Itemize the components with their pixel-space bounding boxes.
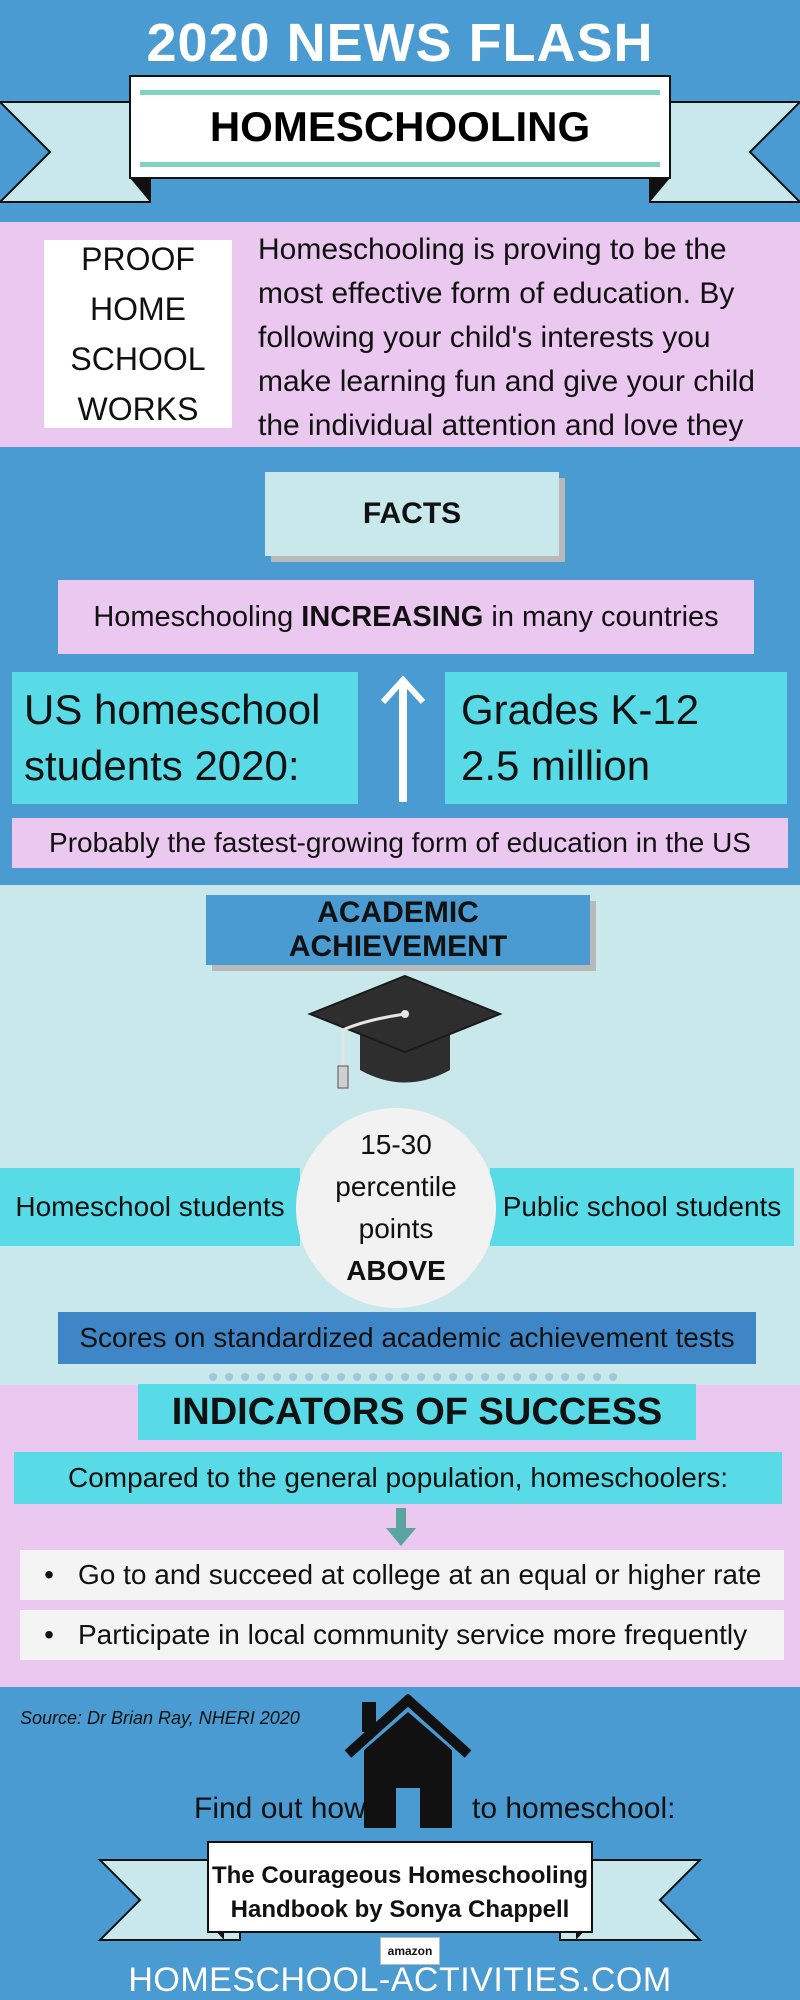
source-citation: Source: Dr Brian Ray, NHERI 2020 [20,1708,300,1728]
website-url[interactable]: HOMESCHOOL-ACTIVITIES.COM [128,1960,672,1999]
page-title: 2020 NEWS FLASH [146,13,654,73]
fastest-growing-banner: Probably the fastest-growing form of education in the US [12,818,788,868]
circle-line-2: percentile [335,1171,457,1202]
public-school-students-label: Public school students [490,1168,794,1246]
grades-line-1: Grades K-12 [461,686,700,733]
down-arrow-icon [386,1508,416,1548]
proof-line: HOME [90,291,186,327]
circle-line-3: points [358,1213,434,1244]
increasing-pre: Homeschooling [93,600,302,633]
book-line-1: The Courageous Homeschooling [211,1862,589,1889]
bullet-dot: • [44,1619,54,1650]
increasing-bold: INCREASING [301,600,484,633]
to-homeschool-text: to homeschool: [472,1792,676,1825]
proof-line: SCHOOL [70,341,206,377]
amazon-logo[interactable]: amazon [380,1937,440,1965]
up-arrow-icon [378,672,428,806]
book-line-2: Handbook by Sonya Chappell [230,1896,570,1923]
increasing-post: in many countries [483,600,719,633]
facts-heading: FACTS [265,472,559,556]
us-line-1: US homeschool [24,686,321,733]
bullet-text: Go to and succeed at college at an equal or higher rate [78,1559,762,1590]
dotted-divider [208,1372,628,1382]
circle-line-4: ABOVE [346,1255,446,1286]
proof-box [44,240,232,428]
ribbon-label: HOMESCHOOLING [209,103,591,150]
us-line-2: students 2020: [24,742,300,789]
academic-heading: ACADEMIC ACHIEVEMENT [206,895,590,965]
scores-banner: Scores on standardized academic achievement tests [58,1312,756,1364]
circle-line-1: 15-30 [360,1129,432,1160]
graduation-cap-icon [305,970,505,1100]
increasing-banner [58,580,754,654]
list-item [20,1610,784,1660]
us-students-box [12,672,358,804]
indicators-heading: INDICATORS OF SUCCESS [138,1384,696,1440]
book-title-link[interactable] [210,1845,590,1941]
proof-description: Homeschooling is proving to be the most effective form of education. By following your child's interests you make learning fun and give your child the individual attention and love they [258,233,755,442]
bullet-text: Participate in local community service more frequently [78,1619,748,1650]
grades-box [445,672,787,804]
find-out-text: Find out how [194,1792,366,1825]
homeschool-students-label: Homeschool students [0,1168,300,1246]
compared-banner: Compared to the general population, homeschoolers: [14,1452,782,1504]
list-item [20,1550,784,1600]
proof-line: PROOF [81,241,195,277]
proof-line: WORKS [77,391,199,427]
bullet-dot: • [44,1559,54,1590]
percentile-circle [296,1108,496,1308]
grades-line-2: 2.5 million [461,742,651,789]
